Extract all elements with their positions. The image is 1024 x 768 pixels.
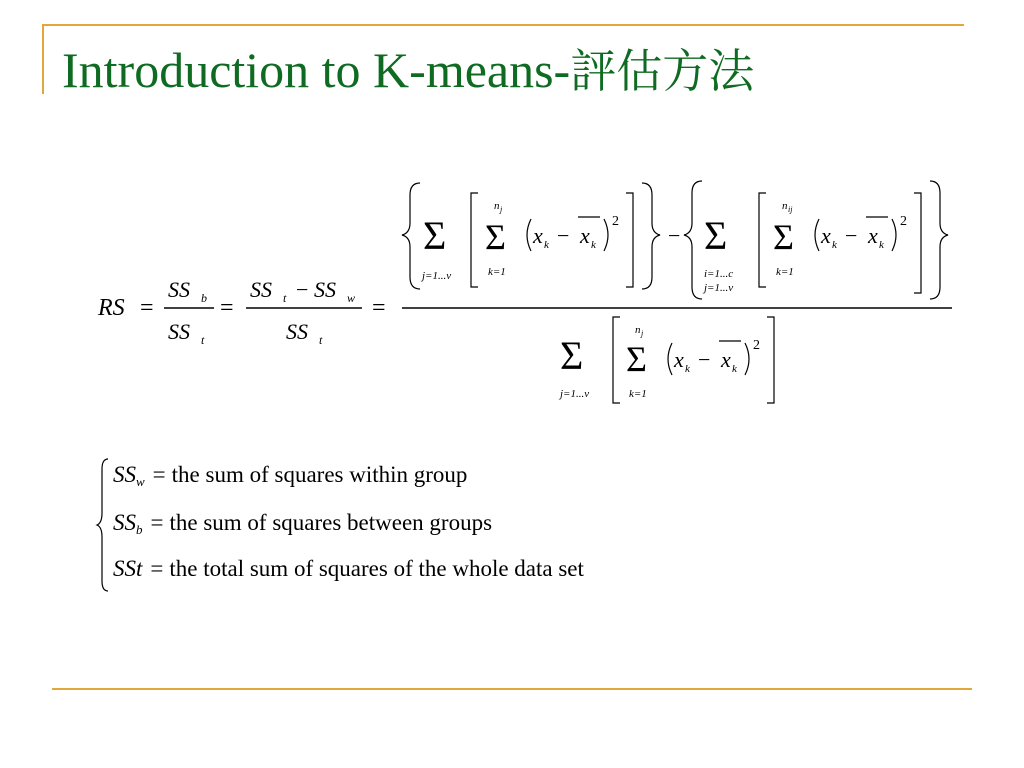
frac2-num-ss1: SS <box>250 277 272 302</box>
formula-eq-1: = <box>140 295 154 321</box>
num-right-sum-limit-1: i=1...c <box>704 268 734 280</box>
num-right-inner-lower: k=1 <box>776 266 794 278</box>
den-paren-close <box>745 343 749 375</box>
definitions-brace <box>95 455 111 595</box>
frac2-den-sub: t <box>319 333 323 347</box>
den-x2-sub: k <box>732 363 737 375</box>
formula-eq-3: = <box>372 295 386 321</box>
num-left-x-sub: k <box>544 239 549 251</box>
den-sum-limit: j=1...v <box>560 388 590 400</box>
num-right-curly-close <box>930 181 948 299</box>
frac2-num-sub2: w <box>347 291 356 305</box>
num-left-curly-open <box>402 183 420 289</box>
definition-ssw-text: the sum of squares within group <box>171 462 468 487</box>
num-right-x: x <box>821 223 831 248</box>
num-left-sum: Σ <box>423 213 447 258</box>
frac2-den-ss: SS <box>286 319 308 344</box>
rs-formula <box>90 175 970 410</box>
num-right-bracket-open <box>759 193 766 287</box>
num-right-minus: − <box>845 223 858 248</box>
definition-ssw-sub: w <box>136 474 145 489</box>
formula-eq-2: = <box>220 295 234 321</box>
frac2-num-minus: − <box>296 277 309 302</box>
rs-formula-svg <box>90 175 970 410</box>
den-x-sub: k <box>685 363 690 375</box>
num-middle-minus: − <box>668 223 681 248</box>
num-right-x-sub: k <box>832 239 837 251</box>
den-inner-sum: Σ <box>626 339 647 379</box>
frac1-den-sub: t <box>201 333 205 347</box>
num-left-paren-open <box>527 219 531 251</box>
num-left-minus: − <box>557 223 570 248</box>
den-inner-upper: n <box>635 324 641 336</box>
definition-ssb-sub: b <box>136 522 143 537</box>
definition-ssb-text: the sum of squares between groups <box>169 510 493 535</box>
num-right-sum-limit-2: j=1...v <box>704 282 734 294</box>
frac1-num-ss: SS <box>168 277 190 302</box>
num-left-x: x <box>533 223 543 248</box>
num-right-power: 2 <box>900 214 907 229</box>
num-left-inner-upper: n <box>494 200 500 212</box>
frac1-num-sub: b <box>201 291 207 305</box>
title-latin: Introduction to K-means- <box>62 42 571 98</box>
title-frame-left-line <box>42 24 44 94</box>
num-left-inner-sum: Σ <box>485 217 506 257</box>
definition-ssw-symbol: SS <box>113 462 136 487</box>
num-left-power: 2 <box>612 214 619 229</box>
num-right-inner-upper: n <box>782 200 788 212</box>
num-left-x2: x <box>580 223 590 248</box>
definition-sst-text: the total sum of squares of the whole data set <box>169 556 584 581</box>
num-right-x2: x <box>868 223 878 248</box>
definition-ssb-symbol: SS <box>113 510 136 535</box>
definition-ssw-eq: = <box>152 462 166 487</box>
den-x: x <box>674 347 684 372</box>
num-left-curly-close <box>642 183 660 289</box>
num-left-paren-close <box>604 219 608 251</box>
num-right-inner-upper-sub: ij <box>788 205 793 214</box>
den-paren-open <box>668 343 672 375</box>
num-right-inner-sum: Σ <box>773 217 794 257</box>
frac1-den-ss: SS <box>168 319 190 344</box>
formula-rs: RS <box>98 295 125 321</box>
den-inner-upper-sub: j <box>641 329 644 338</box>
num-right-paren-close <box>892 219 896 251</box>
num-right-bracket-close <box>914 193 921 293</box>
den-bracket-close <box>767 317 774 403</box>
den-inner-lower: k=1 <box>629 388 647 400</box>
num-left-inner-upper-sub: j <box>500 205 503 214</box>
den-minus: − <box>698 347 711 372</box>
num-left-inner-lower: k=1 <box>488 266 506 278</box>
den-x2: x <box>721 347 731 372</box>
num-left-bracket-close <box>626 193 633 287</box>
definition-ssw <box>113 455 467 495</box>
definition-sst <box>113 549 584 589</box>
den-bracket-open <box>613 317 620 403</box>
definitions-block <box>95 455 795 595</box>
den-sum: Σ <box>560 333 584 378</box>
num-left-bracket-open <box>471 193 478 287</box>
num-right-paren-open <box>815 219 819 251</box>
slide-title <box>62 40 754 101</box>
num-right-sum: Σ <box>704 213 728 258</box>
definition-ssb-eq: = <box>150 510 164 535</box>
bottom-rule <box>52 688 972 690</box>
num-left-x2-sub: k <box>591 239 596 251</box>
definition-sst-symbol: SSt <box>113 556 143 581</box>
den-power: 2 <box>753 338 760 353</box>
title-cjk: 評估方法 <box>570 44 755 98</box>
definition-ssb <box>113 503 492 543</box>
num-left-sum-limit: j=1...v <box>422 270 452 282</box>
frac2-num-sub1: t <box>283 291 287 305</box>
num-right-curly-open <box>684 181 702 299</box>
num-right-x2-sub: k <box>879 239 884 251</box>
title-frame-top-line <box>42 24 964 26</box>
frac2-num-ss2: SS <box>314 277 336 302</box>
definition-sst-eq: = <box>150 556 164 581</box>
